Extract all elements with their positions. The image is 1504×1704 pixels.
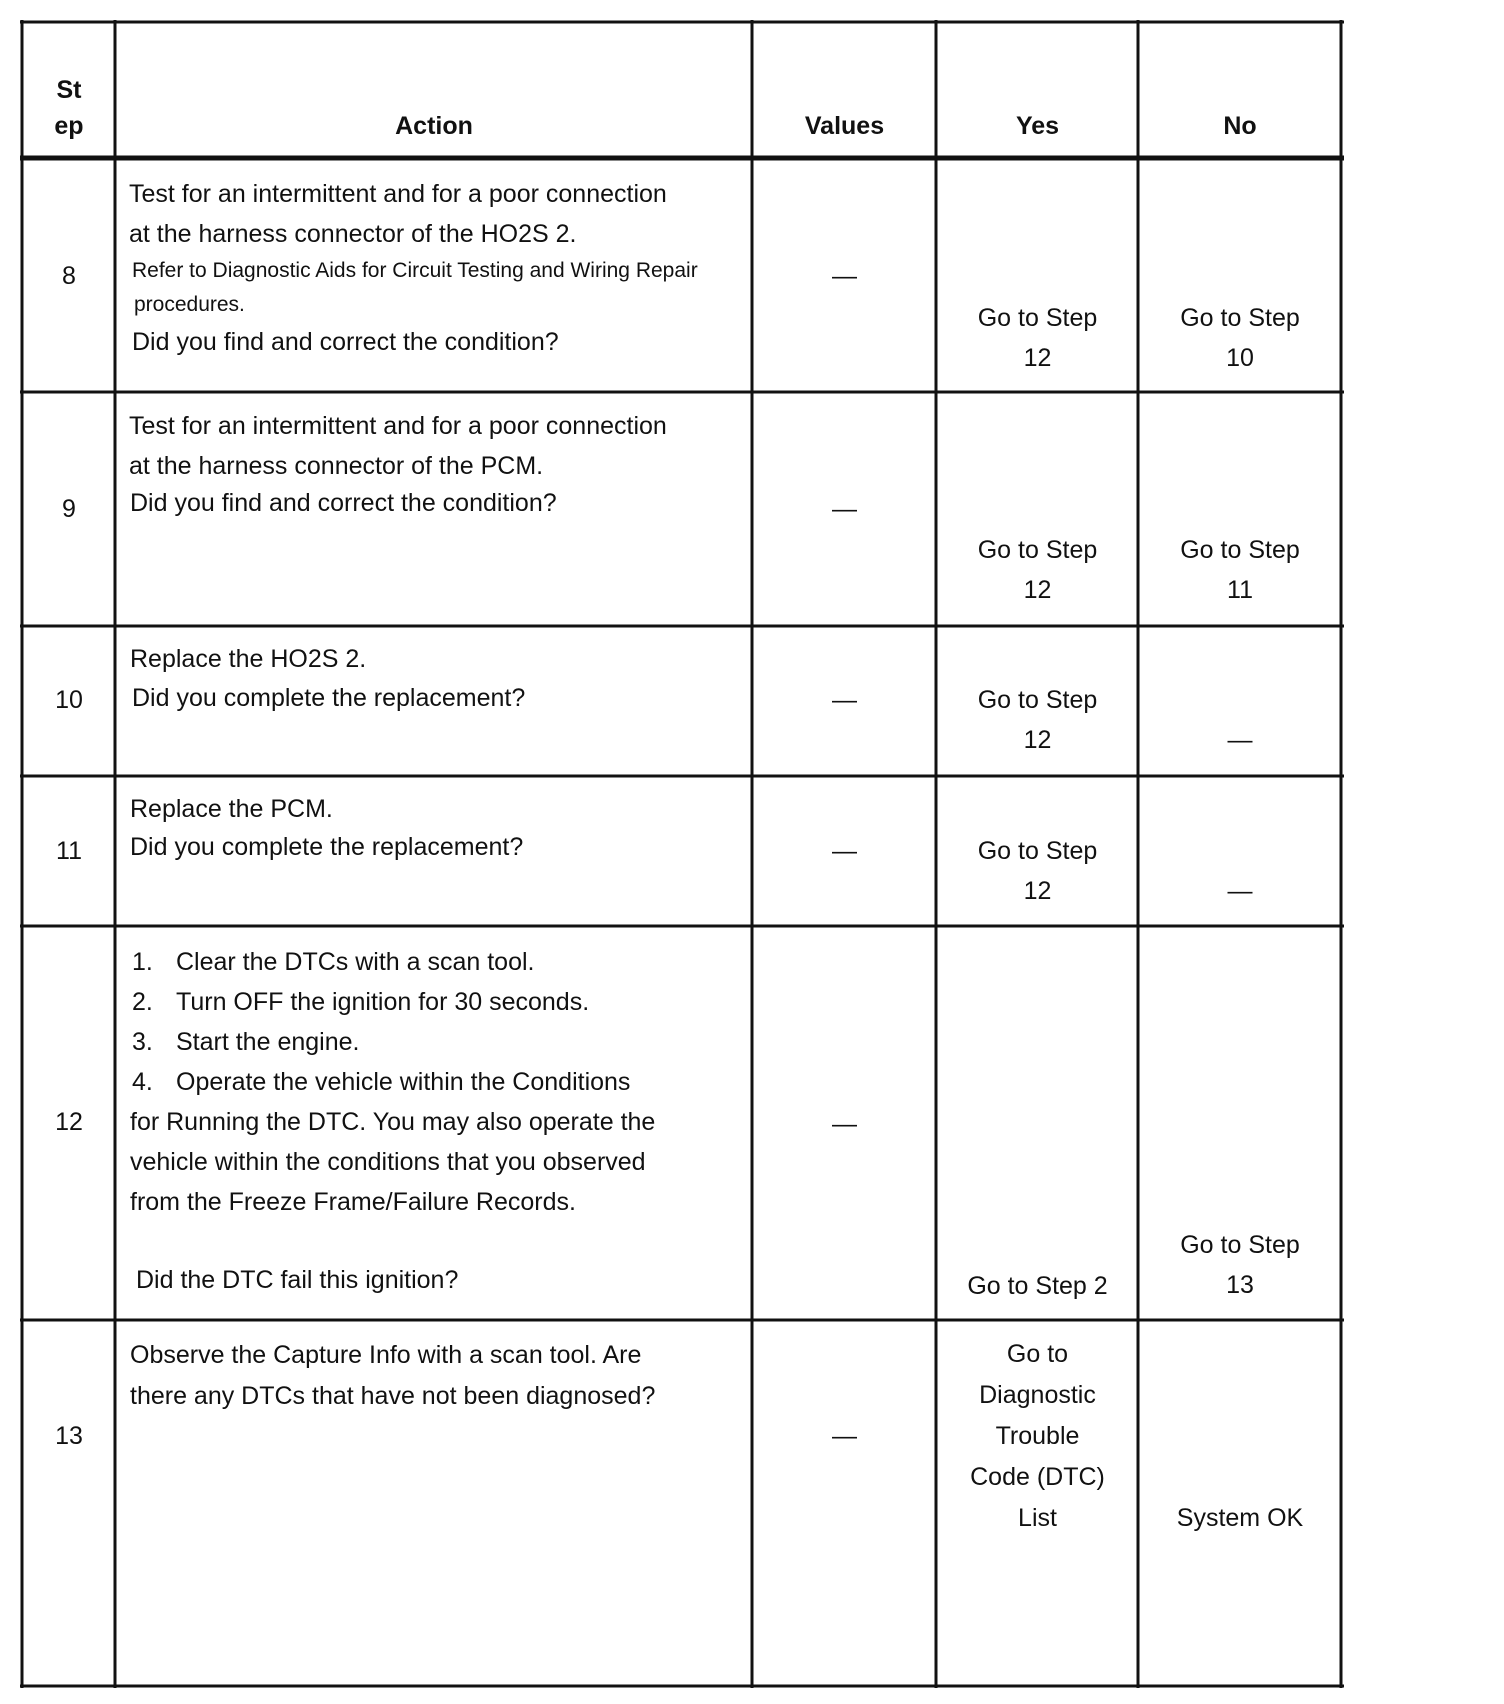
yes-cell: Go to Step 2: [967, 1272, 1108, 1300]
values-cell: —: [832, 495, 857, 523]
values-cell: —: [832, 1110, 857, 1138]
action-text: Observe the Capture Info with a scan tool. Are there any DTCs that have not been diagnosed?: [130, 1341, 656, 1410]
list-item: 3. Start the engine.: [132, 1028, 360, 1056]
yes-cell: Go to Step 12: [977, 536, 1098, 604]
header-no: No: [1223, 112, 1257, 140]
action-text: Replace the PCM. Did you complete the replacement?: [130, 795, 524, 861]
diagnostic-table: [20, 20, 1344, 1688]
yes-cell: Go to Step 12: [977, 686, 1098, 754]
step-number: 13: [55, 1422, 83, 1450]
yes-cell: Go to Diagnostic Trouble Code (DTC) List: [970, 1340, 1105, 1532]
list-item: 1. Clear the DTCs with a scan tool.: [132, 948, 535, 976]
values-cell: —: [832, 837, 857, 865]
header-action: Action: [395, 112, 473, 140]
step-number: 10: [55, 686, 83, 714]
list-item: 2. Turn OFF the ignition for 30 seconds.: [132, 988, 590, 1016]
action-text: Test for an intermittent and for a poor connection at the harness connector of the PCM. Did you find and correct the condition?: [129, 412, 667, 517]
step-number: 9: [62, 495, 76, 523]
no-cell: Go to Step 10: [1180, 304, 1300, 372]
header-yes: Yes: [1015, 112, 1060, 140]
no-cell: System OK: [1176, 1504, 1304, 1532]
yes-cell: Go to Step 12: [977, 837, 1098, 905]
action-text: Replace the HO2S 2. Did you complete the replacement?: [130, 645, 526, 712]
values-cell: —: [832, 262, 857, 290]
step-number: 12: [55, 1108, 83, 1136]
values-cell: —: [832, 686, 857, 714]
values-cell: —: [832, 1422, 857, 1450]
no-cell: —: [1227, 877, 1253, 905]
header-step: St ep: [54, 76, 84, 140]
no-cell: Go to Step 11: [1180, 536, 1300, 604]
no-cell: Go to Step 13: [1180, 1231, 1300, 1299]
yes-cell: Go to Step 12: [977, 304, 1098, 372]
no-cell: —: [1227, 726, 1253, 754]
header-values: Values: [804, 112, 885, 140]
step-number: 11: [56, 837, 82, 865]
list-item: 4. Operate the vehicle within the Conditions: [132, 1068, 631, 1096]
step-number: 8: [62, 262, 76, 290]
action-text: Test for an intermittent and for a poor connection at the harness connector of the HO2S 2. Refer to Diagnostic Aids for Circuit Testing and Wiring Repair procedures. Did you find and correct the condition?: [129, 180, 698, 356]
action-text: 1. Clear the DTCs with a scan tool. 2. Turn OFF the ignition for 30 seconds. 3. Start the engine. 4. Operate the vehicle within the Conditions for Running the DTC. You may also operate the vehicle within the conditions that you observed from the Freeze Frame/Failure Records. Did the DTC fail this ignition?: [130, 942, 655, 1300]
